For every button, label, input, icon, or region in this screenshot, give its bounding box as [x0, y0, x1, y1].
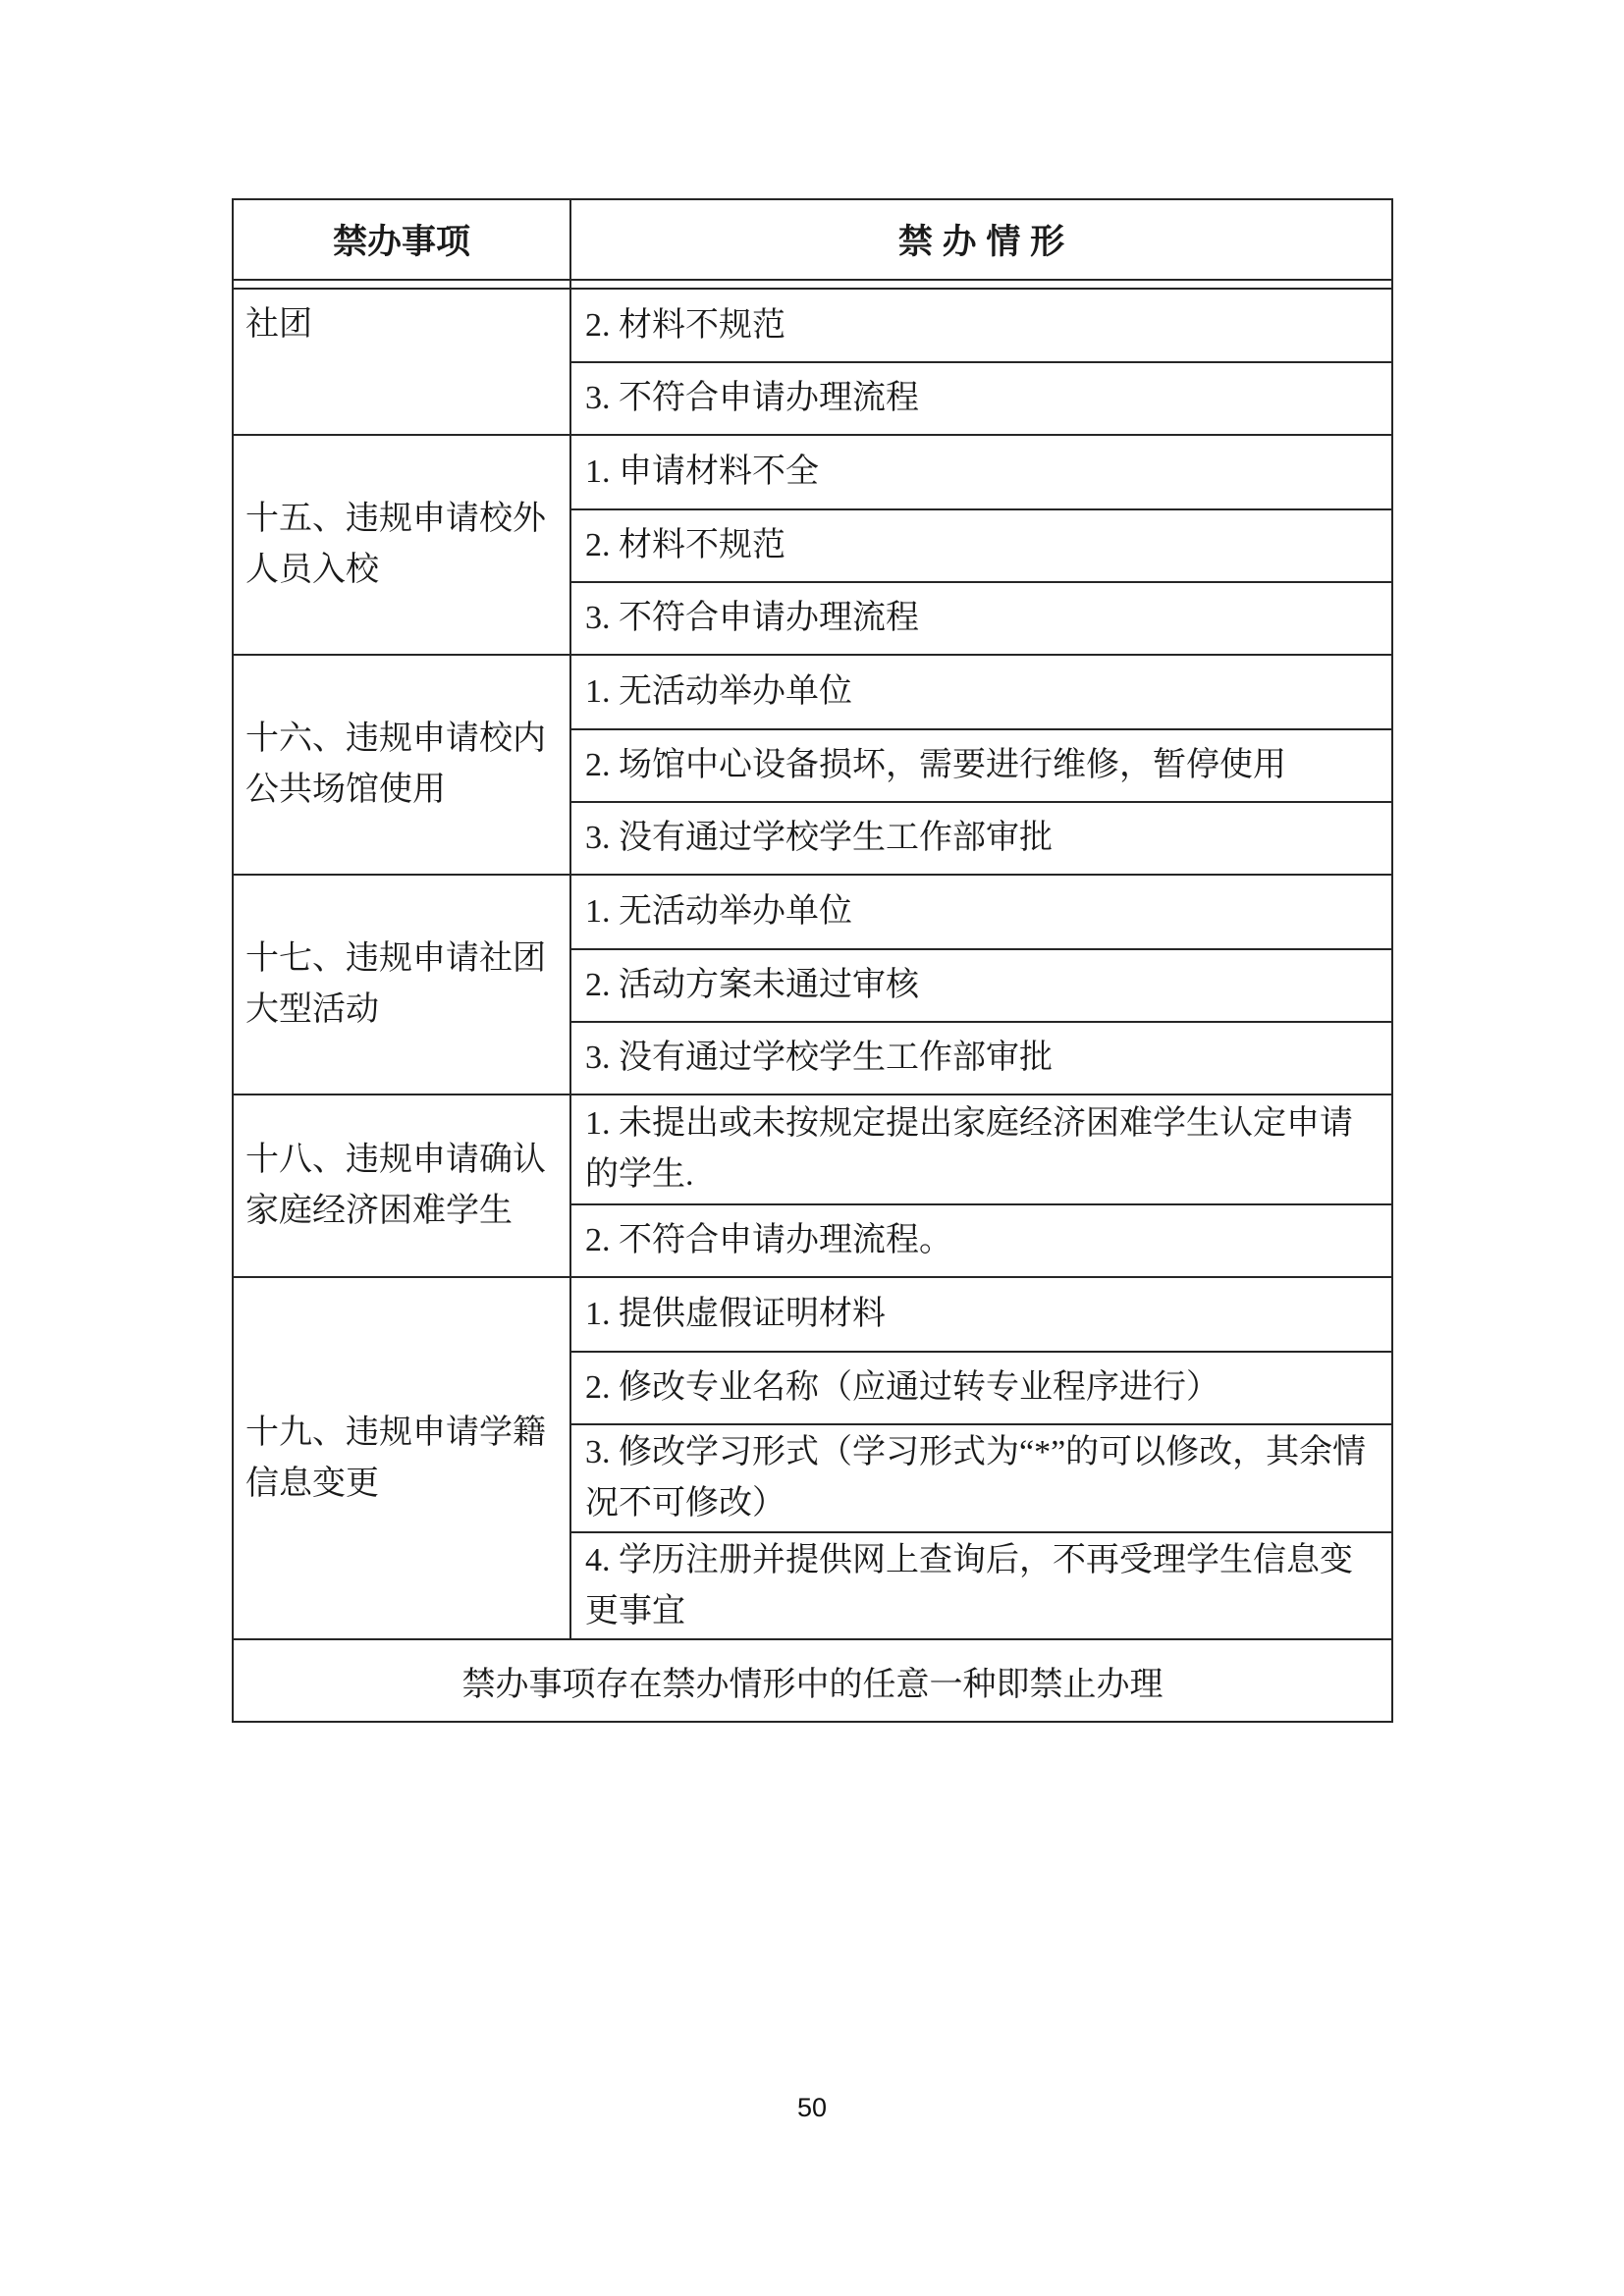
table-row [234, 654, 1391, 874]
page-number: 50 [796, 2093, 828, 2122]
situation-cell: 3. 不符合申请办理流程 [571, 581, 1391, 654]
item-cell: 十八、违规申请确认家庭经济困难学生 [234, 1095, 571, 1276]
situation-cell: 1. 申请材料不全 [585, 454, 819, 490]
column-divider [234, 281, 571, 288]
situation-cell: 3. 没有通过学校学生工作部审批 [571, 1021, 1391, 1094]
prohibition-table [232, 198, 1393, 1723]
situation-cell: 1. 未提出或未按规定提出家庭经济困难学生认定申请的学生. [585, 1105, 1353, 1193]
table-row [234, 874, 1391, 1094]
situation-cell: 2. 活动方案未通过审核 [571, 948, 1391, 1021]
situation-cell: 2. 材料不规范 [571, 508, 1391, 581]
table-row [234, 434, 1391, 654]
header-cell-item: 禁办事项 [234, 200, 571, 279]
situation-cell: 1. 无活动举办单位 [585, 673, 852, 710]
situation-cell: 2. 不符合申请办理流程。 [571, 1203, 1391, 1276]
situation-cell: 4. 学历注册并提供网上查询后，不再受理学生信息变更事宜 [571, 1531, 1391, 1638]
situation-column [571, 1278, 1391, 1638]
situation-column [571, 1095, 1391, 1276]
situation-cell: 3. 没有通过学校学生工作部审批 [571, 801, 1391, 874]
item-cell: 十六、违规申请校内公共场馆使用 [234, 656, 571, 874]
situation-column [571, 290, 1391, 434]
situation-column [571, 656, 1391, 874]
situation-cell: 3. 修改学习形式（学习形式为“*”的可以修改，其余情况不可修改） [571, 1423, 1391, 1531]
situation-column [571, 436, 1391, 654]
item-cell: 十九、违规申请学籍信息变更 [234, 1278, 571, 1638]
situation-cell: 3. 不符合申请办理流程 [571, 361, 1391, 434]
item-cell: 十七、违规申请社团大型活动 [234, 876, 571, 1094]
item-cell: 十五、违规申请校外人员入校 [234, 436, 571, 654]
header-cell-situation: 禁 办 情 形 [897, 223, 1065, 261]
table-row [234, 1094, 1391, 1276]
situation-cell: 2. 场馆中心设备损坏，需要进行维修，暂停使用 [571, 728, 1391, 801]
item-cell: 社团 [234, 290, 571, 434]
situation-column [571, 876, 1391, 1094]
situation-cell: 2. 材料不规范 [585, 306, 785, 344]
situation-cell: 2. 修改专业名称（应通过转专业程序进行） [571, 1351, 1391, 1423]
table-footer-note: 禁办事项存在禁办情形中的任意一种即禁止办理 [234, 1638, 1391, 1721]
table-row [234, 288, 1391, 434]
situation-cell: 1. 提供虚假证明材料 [585, 1296, 886, 1332]
page-break-gap [234, 281, 1391, 288]
table-row [234, 1276, 1391, 1638]
situation-cell: 1. 无活动举办单位 [585, 893, 852, 930]
table-header-row [234, 200, 1391, 281]
